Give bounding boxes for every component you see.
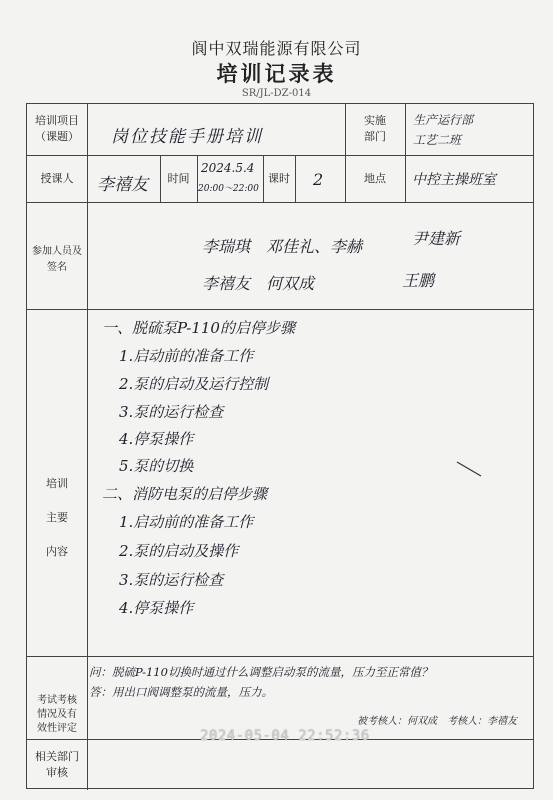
label-review: 相关部门 审核 [35, 750, 79, 779]
label-time: 时间 [167, 172, 190, 185]
col-divider [295, 155, 296, 202]
exam-question: 问：脱硫P-110切换时通过什么调整启动泵的流量，压力至正常值？ [89, 665, 433, 679]
participants-row1: 李瑞琪 邓佳礼、李赫 [202, 237, 363, 256]
content-item: 5.泵的切换 [119, 457, 194, 475]
row-divider [27, 155, 533, 156]
department-value-1: 生产运行部 [413, 113, 474, 127]
label-content: 培训 主要 内容 [46, 477, 68, 558]
col-divider [87, 104, 88, 790]
row-divider [27, 202, 533, 203]
content-item: 4.停泵操作 [119, 599, 194, 617]
exam-answer: 答：用出口阀调整泵的流量，压力。 [89, 685, 273, 699]
col-divider [405, 104, 406, 202]
department-value-2: 工艺二班 [413, 133, 462, 147]
time-range-value: 20:00～22:00 [198, 184, 259, 194]
content-item: 3.泵的运行检查 [119, 571, 224, 589]
content-item: 1.启动前的准备工作 [119, 347, 254, 365]
row-divider [27, 309, 533, 310]
training-record-form [26, 103, 534, 789]
pen-stroke-mark [455, 460, 485, 480]
participants-row2: 李禧友 何双成 [202, 274, 315, 293]
row-divider [27, 656, 533, 657]
project-value: 岗位技能手册培训 [111, 127, 263, 147]
place-value: 中控主操班室 [412, 172, 496, 188]
label-trainer: 授课人 [40, 172, 74, 185]
participants-row1b: 尹建新 [412, 229, 461, 248]
label-project: 培训项目 （课题） [35, 114, 79, 143]
form-title: 培训记录表 [216, 62, 337, 86]
label-participants: 参加人员及签名 [32, 246, 82, 273]
col-divider [197, 155, 198, 202]
company-name: 阆中双瑞能源有限公司 [191, 39, 362, 58]
content-item: 2.泵的启动及操作 [119, 542, 239, 560]
examinee-signature: 被考核人：何双成 [357, 716, 437, 727]
content-item: 1.启动前的准备工作 [119, 513, 254, 531]
timestamp-watermark: 2024-05-04 22:52:36 [200, 728, 370, 744]
content-item: 2.泵的启动及运行控制 [119, 375, 269, 393]
content-heading: 一、脱硫泵P-110的启停步骤 [102, 319, 295, 337]
content-item: 4.停泵操作 [119, 430, 194, 448]
label-place: 地点 [364, 172, 386, 185]
content-item: 3.泵的运行检查 [119, 403, 224, 421]
trainer-value: 李禧友 [97, 175, 148, 195]
label-department: 实施 部门 [364, 114, 386, 143]
label-hours: 课时 [268, 172, 290, 185]
content-heading: 二、消防电泵的启停步骤 [102, 485, 268, 503]
form-code: SR/JL-DZ-014 [241, 88, 312, 99]
date-value: 2024.5.4 [201, 161, 255, 175]
hours-value: 2 [313, 170, 324, 189]
examiner-signature: 考核人：李禧友 [447, 716, 517, 727]
participants-row2b: 王鹏 [402, 271, 435, 290]
label-exam: 考试考核 情况及有 效性评定 [37, 695, 77, 734]
